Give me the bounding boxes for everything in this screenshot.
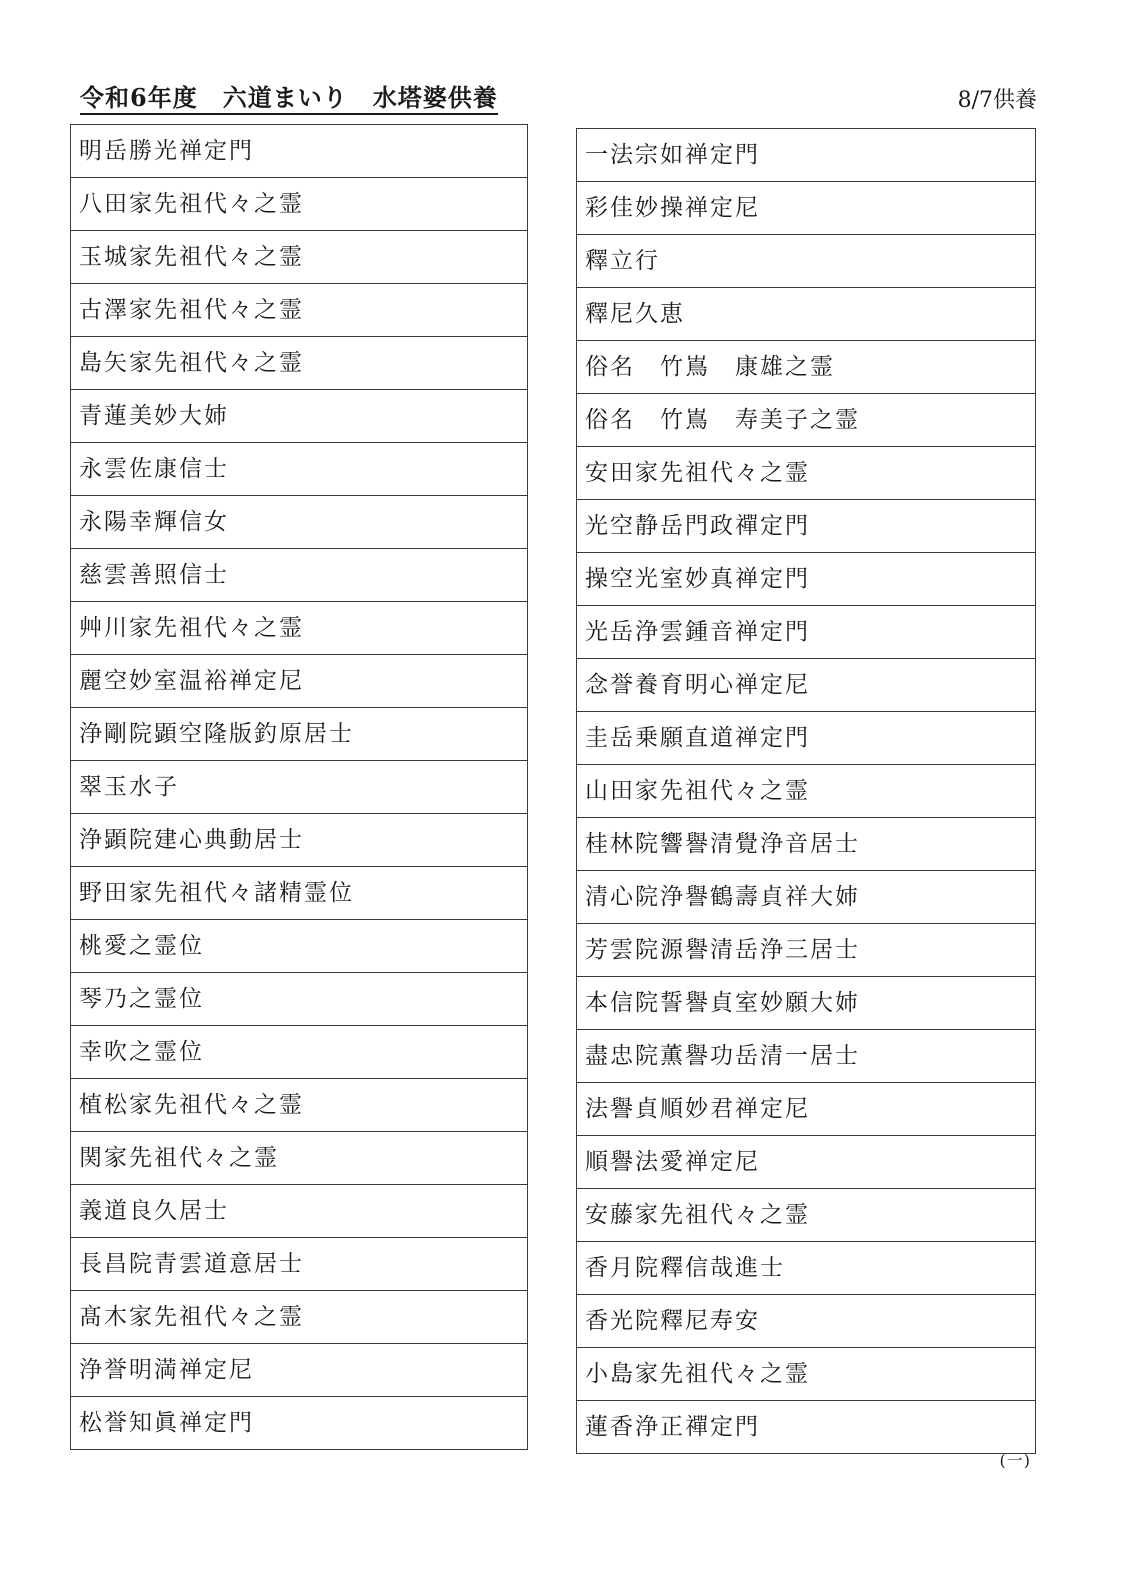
table-row (71, 761, 528, 814)
table-row (577, 924, 1036, 977)
table-row (577, 818, 1036, 871)
table-row (71, 973, 528, 1026)
table-row (71, 549, 528, 602)
table-row (577, 1242, 1036, 1295)
name-cell: 松誉知眞禅定門 (71, 1397, 528, 1450)
table-row (577, 1083, 1036, 1136)
name-cell: 圭岳乗願直道禅定門 (577, 712, 1036, 765)
table-row (71, 231, 528, 284)
name-cell: 浄剛院顕空隆版釣原居士 (71, 708, 528, 761)
table-row (577, 553, 1036, 606)
name-cell: 髙木家先祖代々之霊 (71, 1291, 528, 1344)
table-row (577, 341, 1036, 394)
table-row (577, 1136, 1036, 1189)
table-row (71, 337, 528, 390)
name-cell: 香光院釋尼寿安 (577, 1295, 1036, 1348)
name-cell: 念誉養育明心禅定尼 (577, 659, 1036, 712)
table-row (577, 765, 1036, 818)
table-row (71, 1132, 528, 1185)
table-row (71, 1185, 528, 1238)
table-row (577, 288, 1036, 341)
name-cell: 島矢家先祖代々之霊 (71, 337, 528, 390)
table-row (71, 920, 528, 973)
name-cell: 永陽幸輝信女 (71, 496, 528, 549)
name-cell: 盡忠院薫譽功岳清一居士 (577, 1030, 1036, 1083)
table-row (71, 1397, 528, 1450)
name-cell: 青蓮美妙大姉 (71, 390, 528, 443)
name-cell: 安田家先祖代々之霊 (577, 447, 1036, 500)
name-cell: 艸川家先祖代々之霊 (71, 602, 528, 655)
name-cell: 芳雲院源譽清岳浄三居士 (577, 924, 1036, 977)
table-row (577, 712, 1036, 765)
table-row (71, 867, 528, 920)
table-row (577, 659, 1036, 712)
table-row (71, 284, 528, 337)
name-cell: 古澤家先祖代々之霊 (71, 284, 528, 337)
page-number: (一) (999, 1451, 1031, 1470)
left-name-table (70, 124, 528, 1450)
name-cell: 一法宗如禅定門 (577, 129, 1036, 182)
name-cell: 俗名 竹嶌 寿美子之霊 (577, 394, 1036, 447)
table-row (577, 1348, 1036, 1401)
name-cell: 操空光室妙真禅定門 (577, 553, 1036, 606)
table-row (71, 390, 528, 443)
name-cell: 琴乃之霊位 (71, 973, 528, 1026)
page-title: 令和6年度 六道まいり 水塔婆供養 (80, 84, 498, 115)
name-cell: 桃愛之霊位 (71, 920, 528, 973)
name-cell: 香月院釋信哉進士 (577, 1242, 1036, 1295)
table-row (577, 977, 1036, 1030)
name-cell: 蓮香浄正禪定門 (577, 1401, 1036, 1454)
name-cell: 安藤家先祖代々之霊 (577, 1189, 1036, 1242)
name-cell: 義道良久居士 (71, 1185, 528, 1238)
name-cell: 明岳勝光禅定門 (71, 125, 528, 178)
table-row (577, 1030, 1036, 1083)
table-row (71, 602, 528, 655)
table-row (577, 871, 1036, 924)
name-cell: 釋尼久恵 (577, 288, 1036, 341)
table-row (71, 1344, 528, 1397)
date-label: 8/7供養 (957, 88, 1037, 113)
table-row (577, 235, 1036, 288)
right-name-table (576, 128, 1036, 1454)
name-cell: 本信院誓譽貞室妙願大姉 (577, 977, 1036, 1030)
table-row (577, 1401, 1036, 1454)
table-row (71, 814, 528, 867)
table-row (71, 178, 528, 231)
name-cell: 浄誉明満禅定尼 (71, 1344, 528, 1397)
table-row (71, 708, 528, 761)
left-name-table-body (71, 125, 528, 1450)
name-cell: 法譽貞順妙君禅定尼 (577, 1083, 1036, 1136)
table-row (71, 496, 528, 549)
name-cell: 翠玉水子 (71, 761, 528, 814)
name-cell: 山田家先祖代々之霊 (577, 765, 1036, 818)
name-cell: 桂林院響譽清覺浄音居士 (577, 818, 1036, 871)
table-row (71, 125, 528, 178)
table-row (71, 1026, 528, 1079)
name-cell: 幸吹之霊位 (71, 1026, 528, 1079)
name-cell: 長昌院青雲道意居士 (71, 1238, 528, 1291)
name-cell: 玉城家先祖代々之霊 (71, 231, 528, 284)
table-row (71, 655, 528, 708)
name-cell: 小島家先祖代々之霊 (577, 1348, 1036, 1401)
table-row (577, 447, 1036, 500)
name-cell: 慈雲善照信士 (71, 549, 528, 602)
name-cell: 釋立行 (577, 235, 1036, 288)
name-cell: 光空静岳門政禪定門 (577, 500, 1036, 553)
name-cell: 順譽法愛禅定尼 (577, 1136, 1036, 1189)
table-row (577, 500, 1036, 553)
table-row (577, 1295, 1036, 1348)
table-row (577, 606, 1036, 659)
name-cell: 彩佳妙操禅定尼 (577, 182, 1036, 235)
name-cell: 光岳浄雲鍾音禅定門 (577, 606, 1036, 659)
table-row (577, 394, 1036, 447)
name-cell: 麗空妙室温裕禅定尼 (71, 655, 528, 708)
name-cell: 八田家先祖代々之霊 (71, 178, 528, 231)
table-row (71, 1291, 528, 1344)
name-cell: 野田家先祖代々諸精霊位 (71, 867, 528, 920)
table-row (71, 443, 528, 496)
table-row (577, 182, 1036, 235)
table-row (71, 1238, 528, 1291)
name-cell: 永雲佐康信士 (71, 443, 528, 496)
table-row (71, 1079, 528, 1132)
name-cell: 植松家先祖代々之霊 (71, 1079, 528, 1132)
name-cell: 浄顕院建心典動居士 (71, 814, 528, 867)
name-cell: 関家先祖代々之霊 (71, 1132, 528, 1185)
table-row (577, 129, 1036, 182)
right-name-table-body (577, 129, 1036, 1454)
name-cell: 俗名 竹嶌 康雄之霊 (577, 341, 1036, 394)
table-row (577, 1189, 1036, 1242)
name-cell: 清心院浄譽鶴壽貞祥大姉 (577, 871, 1036, 924)
